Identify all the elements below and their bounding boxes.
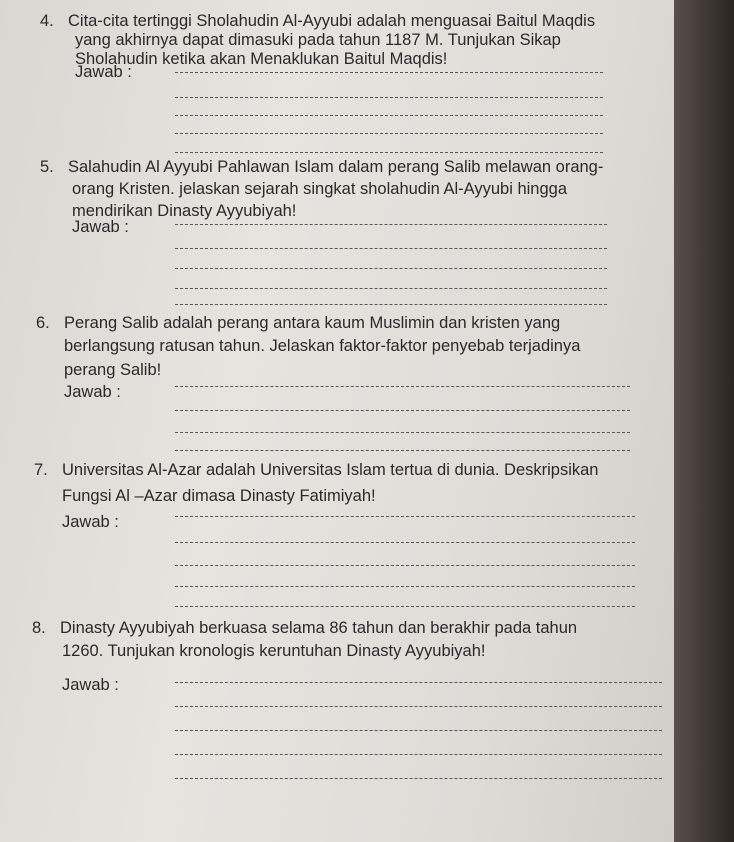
jawab-label: Jawab : — [75, 63, 132, 81]
question-4-line-3: Sholahudin ketika akan Menaklukan Baitul Maqdis! — [75, 50, 448, 68]
answer-line[interactable] — [175, 304, 607, 305]
jawab-label: Jawab : — [62, 513, 119, 531]
question-number: 5. — [40, 158, 54, 176]
question-5-line-2: orang Kristen. jelaskan sejarah singkat sholahudin Al-Ayyubi hingga — [72, 180, 568, 198]
question-7-line-2: Fungsi Al –Azar dimasa Dinasty Fatimiyah! — [62, 487, 376, 505]
answer-line[interactable] — [175, 288, 607, 289]
question-number: 8. — [32, 619, 46, 637]
answer-line[interactable] — [175, 224, 607, 225]
question-6 — [36, 312, 560, 334]
question-number: 7. — [34, 461, 48, 479]
answer-line[interactable] — [175, 586, 635, 587]
answer-line[interactable] — [175, 386, 630, 387]
question-text-line: Cita-cita tertinggi Sholahudin Al-Ayyubi adalah menguasai Baitul Maqdis — [68, 12, 596, 30]
answer-line[interactable] — [175, 133, 603, 134]
answer-line[interactable] — [175, 152, 603, 153]
answer-line[interactable] — [175, 565, 635, 566]
answer-line[interactable] — [175, 542, 635, 543]
answer-line[interactable] — [175, 450, 630, 451]
jawab-label: Jawab : — [62, 676, 119, 694]
answer-line[interactable] — [175, 115, 603, 116]
answer-line[interactable] — [175, 682, 662, 683]
question-6-line-3: perang Salib! — [64, 361, 162, 379]
question-5-line-3: mendirikan Dinasty Ayyubiyah! — [72, 202, 297, 220]
question-text-line: Universitas Al-Azar adalah Universitas Islam tertua di dunia. Deskripsikan — [62, 461, 599, 479]
jawab-label: Jawab : — [72, 218, 129, 236]
question-8 — [32, 617, 577, 639]
question-4-line-2: yang akhirnya dapat dimasuki pada tahun 1187 M. Tunjukan Sikap — [75, 31, 561, 49]
answer-line[interactable] — [175, 410, 630, 411]
answer-line[interactable] — [175, 706, 662, 707]
question-7 — [34, 459, 598, 481]
answer-line[interactable] — [175, 730, 662, 731]
answer-line[interactable] — [175, 516, 635, 517]
question-5 — [40, 156, 603, 178]
answer-line[interactable] — [175, 606, 635, 607]
jawab-label: Jawab : — [64, 383, 121, 401]
answer-line[interactable] — [175, 754, 662, 755]
question-8-line-2: 1260. Tunjukan kronologis keruntuhan Dinasty Ayyubiyah! — [62, 642, 486, 660]
answer-line[interactable] — [175, 432, 630, 433]
answer-line[interactable] — [175, 72, 603, 73]
answer-line[interactable] — [175, 778, 662, 779]
question-number: 4. — [40, 12, 54, 30]
answer-line[interactable] — [175, 268, 607, 269]
question-number: 6. — [36, 314, 50, 332]
answer-line[interactable] — [175, 97, 603, 98]
question-6-line-2: berlangsung ratusan tahun. Jelaskan faktor-faktor penyebab terjadinya — [64, 337, 581, 355]
question-text-line: Perang Salib adalah perang antara kaum Muslimin dan kristen yang — [64, 314, 561, 332]
question-text-line: Dinasty Ayyubiyah berkuasa selama 86 tahun dan berakhir pada tahun — [60, 619, 578, 637]
question-text-line: Salahudin Al Ayyubi Pahlawan Islam dalam perang Salib melawan orang- — [68, 158, 604, 176]
answer-line[interactable] — [175, 248, 607, 249]
table-edge — [674, 0, 734, 842]
